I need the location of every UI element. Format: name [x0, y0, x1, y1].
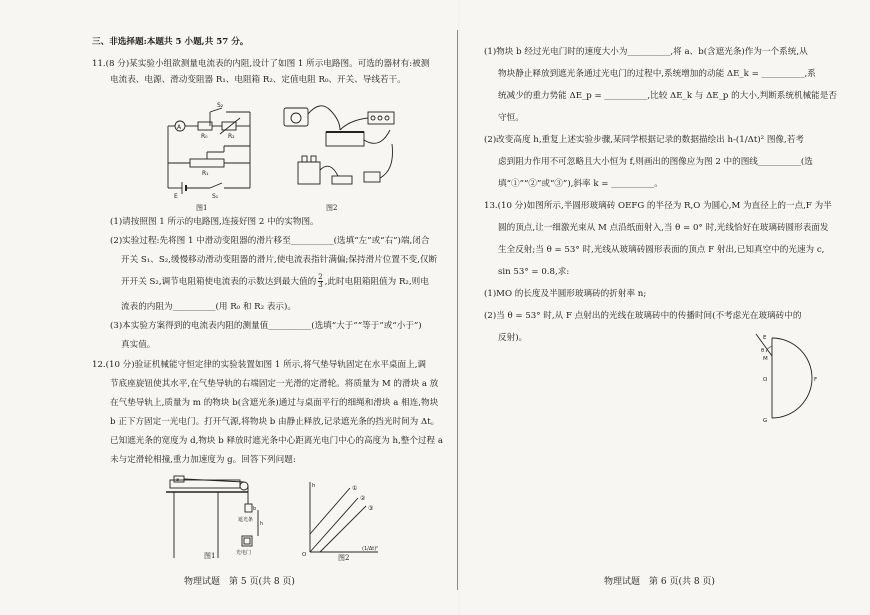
- q13-part1: (1)MO 的长度及半圆形玻璃砖的折射率 n;: [484, 289, 647, 299]
- q13-semicircle-figure: [748, 330, 838, 430]
- q11-line1: 11.(8 分)某实验小组欲测量电流表的内阻,设计了如图 1 所示电路图。可选的器材有:被测: [92, 59, 430, 69]
- r2-label: R₂: [228, 133, 235, 140]
- q12-line2: 节底座旋钮使其水平,在气垫导轨的右端固定一光滑的定滑轮。将质量为 M 的滑块 a 放: [110, 379, 439, 389]
- q11-part2-line3: 开开关 S₂,调节电阻箱使电流表的示数达到最大值的 $\frac{2}{3}$ ,此时电阻箱阻值为 R₂,则电: [121, 273, 429, 289]
- label-a: a: [176, 477, 180, 483]
- q11-part3-line2: 真实值。: [121, 340, 156, 350]
- q12-cont-part1-line2: 物块静止释放到遮光条通过光电门的过程中,系统增加的动能 ΔE_k = __________,系: [498, 69, 816, 79]
- q12-cont-part2-line2: 虑到阻力作用不可忽略且大小恒为 f,则画出的图像应为图 2 中的图线__________(选: [498, 157, 813, 167]
- q13-line3: 生全反射;当 θ = 53° 时,光线从玻璃砖圆形表面的顶点 F 射出,已知真空中的光速为 c,: [498, 245, 825, 255]
- point-m: M: [763, 356, 768, 362]
- point-e: E: [763, 335, 767, 341]
- q13-line1: 13.(10 分)如图所示,半圆形玻璃砖 OEFG 的半径为 R,O 为圆心,M 为直径上的一点,F 为半: [484, 201, 832, 211]
- q13-line4: sin 53° = 0.8,求:: [498, 267, 570, 277]
- graph-origin: O: [302, 552, 307, 558]
- left-footer: 物理试题 第 5 页(共 8 页): [184, 577, 295, 587]
- q11-part2-line2: 开关 S₁、S₂,缓慢移动滑动变阻器的滑片,使电流表指针满偏;保持滑片位置不变,仅断: [121, 255, 438, 265]
- q13-line2: 圆的顶点,让一细激光束从 M 点沿纸面射入,当 θ = 0° 时,光线恰好在玻璃砖圆形表面发: [498, 223, 829, 233]
- curve-2-label: ②: [360, 495, 366, 502]
- q11-circuit-figure: [160, 98, 270, 204]
- q12-fig2-caption: 图2: [338, 554, 350, 562]
- section-heading: 三、非选择题:本题共 5 小题,共 57 分。: [92, 37, 249, 47]
- right-footer: 物理试题 第 6 页(共 8 页): [604, 577, 715, 587]
- point-g: G: [763, 418, 768, 424]
- q12-airtrack-figure: [162, 474, 272, 562]
- q12-line4: b 正下方固定一光电门。打开气源,将物块 b 由静止释放,记录遮光条的挡光时间为 Δt。: [110, 417, 440, 427]
- s2-label: S₂: [217, 102, 224, 109]
- q12-line3: 在气垫导轨上,质量为 m 的物块 b(含遮光条)通过与桌面平行的细绳和滑块 a 相连,物块: [110, 398, 439, 408]
- q12-line1: 12.(10 分)验证机械能守恒定律的实验装置如图 1 所示,将气垫导轨固定在水平桌面上,调: [92, 360, 427, 370]
- q12-line5: 已知遮光条的宽度为 d,物块 b 释放时遮光条中心距离光电门中心的高度为 h,整个过程 a: [110, 436, 443, 446]
- q11-line2: 电流表、电源、滑动变阻器 R₁、电阻箱 R₂、定值电阻 R₀、开关、导线若干。: [110, 75, 406, 85]
- page-divider: [457, 30, 458, 590]
- ammeter-label: A: [177, 124, 182, 131]
- label-b: b: [253, 506, 257, 512]
- curve-3-label: ③: [368, 505, 374, 512]
- e-label: E: [174, 193, 178, 200]
- fraction: $\frac{2}{3}$: [318, 273, 323, 289]
- curve-1-label: ①: [352, 485, 358, 492]
- r1-label: R₁: [202, 170, 209, 177]
- point-f: F: [814, 377, 818, 383]
- label-gate: 光电门: [236, 550, 252, 556]
- q12-line6: 未与定滑轮相撞,重力加速度为 g。回答下列问题:: [110, 455, 296, 465]
- q13-part2-line1: (2)当 θ = 53° 时,从 F 点射出的光线在玻璃砖中的传播时间(不考虑光在玻璃砖中的: [484, 311, 802, 321]
- q12-graph-figure: [298, 478, 388, 558]
- q12-cont-part1-line3: 统减少的重力势能 ΔE_p = __________,比较 ΔE_k 与 ΔE_p 的大小,判断系统机械能是否: [498, 91, 837, 101]
- s1-label: S₁: [212, 193, 219, 200]
- q12-cont-part1-line4: 守恒。: [498, 113, 524, 123]
- q13-part2-line2: 反射)。: [498, 333, 528, 343]
- q11-apparatus-figure: [280, 100, 410, 200]
- q11-part1: (1)请按照图 1 所示的电路图,连接好图 2 中的实物图。: [110, 217, 319, 227]
- label-strip: 遮光条: [238, 517, 254, 523]
- q12-fig1-caption: 图1: [204, 552, 216, 560]
- q11-part2-line4: 流表的内阻为__________(用 R₀ 和 R₂ 表示)。: [121, 302, 296, 312]
- label-h: h: [260, 521, 264, 527]
- q11-part3-line1: (3)本实验方案得到的电流表内阻的测量值__________(选填“大于”“等于”或“小于”): [110, 321, 422, 331]
- q11-fig1-caption: 图1: [196, 204, 208, 212]
- angle-theta: θ: [761, 348, 765, 354]
- graph-x-label: (1/Δt)²: [362, 546, 379, 552]
- graph-h-label: h: [312, 483, 316, 489]
- q12-cont-part2-line3: 填“①”“②”或“③”),斜率 k = __________。: [498, 179, 663, 189]
- point-o: O: [763, 377, 768, 383]
- q11-fig2-caption: 图2: [326, 204, 338, 212]
- r0-label: R₀: [201, 133, 208, 140]
- q11-part2-line1: (2)实验过程:先将图 1 中滑动变阻器的滑片移至__________(选填“左”或“右”)端,闭合: [110, 236, 430, 246]
- q12-cont-part1-line1: (1)物块 b 经过光电门时的速度大小为__________,将 a、b(含遮光条)作为一个系统,从: [484, 47, 808, 57]
- q12-cont-part2-line1: (2)改变高度 h,重复上述实验步骤,某同学根据记录的数据描绘出 h-(1/Δt)² 图像,若考: [484, 135, 804, 145]
